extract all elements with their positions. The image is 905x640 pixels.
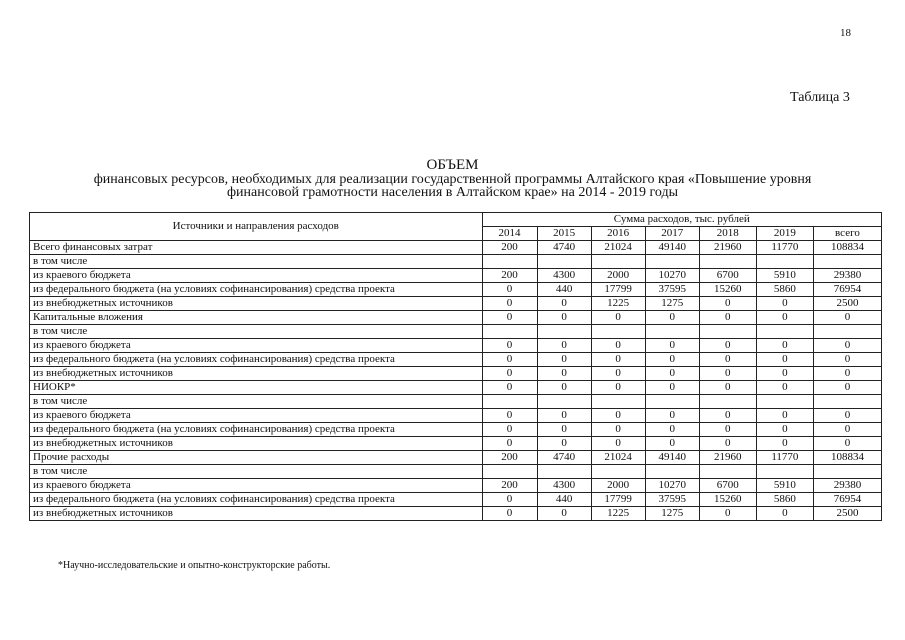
header-row-1 xyxy=(30,213,882,227)
value-cell: 0 xyxy=(537,409,591,423)
value-cell: 200 xyxy=(482,479,537,493)
value-cell: 5910 xyxy=(756,269,813,283)
value-cell: 0 xyxy=(645,437,699,451)
value-cell: 0 xyxy=(813,381,881,395)
value-cell: 0 xyxy=(699,367,756,381)
value-cell: 0 xyxy=(699,423,756,437)
value-cell: 0 xyxy=(813,339,881,353)
value-cell xyxy=(756,395,813,409)
value-cell: 29380 xyxy=(813,269,881,283)
value-cell: 0 xyxy=(591,311,645,325)
row-label: из федерального бюджета (на условиях софинансирования) средства проекта xyxy=(30,283,483,297)
value-cell: 21024 xyxy=(591,241,645,255)
value-cell: 0 xyxy=(756,381,813,395)
value-cell: 0 xyxy=(591,339,645,353)
value-cell xyxy=(813,465,881,479)
row-label: из краевого бюджета xyxy=(30,339,483,353)
value-cell: 0 xyxy=(482,381,537,395)
value-cell: 2000 xyxy=(591,269,645,283)
table-row xyxy=(30,493,882,507)
year-header: 2017 xyxy=(645,227,699,241)
row-label: из внебюджетных источников xyxy=(30,367,483,381)
value-cell xyxy=(482,465,537,479)
value-cell xyxy=(756,325,813,339)
value-cell xyxy=(813,325,881,339)
value-cell: 0 xyxy=(482,493,537,507)
value-cell: 0 xyxy=(699,381,756,395)
row-label: из федерального бюджета (на условиях софинансирования) средства проекта xyxy=(30,423,483,437)
value-cell: 0 xyxy=(813,311,881,325)
value-cell: 76954 xyxy=(813,283,881,297)
source-header: Источники и направления расходов xyxy=(30,213,483,241)
value-cell: 0 xyxy=(813,367,881,381)
table-row xyxy=(30,437,882,451)
value-cell xyxy=(645,255,699,269)
row-label: НИОКР* xyxy=(30,381,483,395)
value-cell xyxy=(813,395,881,409)
value-cell xyxy=(591,465,645,479)
value-cell: 0 xyxy=(537,353,591,367)
financing-table xyxy=(29,212,882,521)
value-cell: 49140 xyxy=(645,241,699,255)
value-cell: 0 xyxy=(591,353,645,367)
value-cell xyxy=(537,465,591,479)
row-label: из краевого бюджета xyxy=(30,409,483,423)
value-cell: 11770 xyxy=(756,451,813,465)
row-label: Прочие расходы xyxy=(30,451,483,465)
value-cell xyxy=(756,255,813,269)
value-cell: 1225 xyxy=(591,507,645,521)
value-cell: 21024 xyxy=(591,451,645,465)
value-cell: 0 xyxy=(645,339,699,353)
row-label: в том числе xyxy=(30,395,483,409)
value-cell: 11770 xyxy=(756,241,813,255)
table-row xyxy=(30,339,882,353)
value-cell: 4300 xyxy=(537,479,591,493)
value-cell: 10270 xyxy=(645,479,699,493)
value-cell: 0 xyxy=(537,311,591,325)
value-cell: 21960 xyxy=(699,451,756,465)
value-cell xyxy=(699,255,756,269)
value-cell: 21960 xyxy=(699,241,756,255)
value-cell: 6700 xyxy=(699,269,756,283)
value-cell: 0 xyxy=(813,423,881,437)
value-cell: 4740 xyxy=(537,451,591,465)
value-cell: 0 xyxy=(645,423,699,437)
table-row xyxy=(30,381,882,395)
value-cell: 200 xyxy=(482,269,537,283)
value-cell: 2000 xyxy=(591,479,645,493)
value-cell: 6700 xyxy=(699,479,756,493)
value-cell: 200 xyxy=(482,241,537,255)
row-label: в том числе xyxy=(30,255,483,269)
row-label: из краевого бюджета xyxy=(30,479,483,493)
value-cell: 0 xyxy=(537,423,591,437)
row-label: из федерального бюджета (на условиях софинансирования) средства проекта xyxy=(30,353,483,367)
value-cell: 0 xyxy=(537,437,591,451)
value-cell: 440 xyxy=(537,493,591,507)
value-cell: 0 xyxy=(645,353,699,367)
value-cell: 4740 xyxy=(537,241,591,255)
value-cell: 10270 xyxy=(645,269,699,283)
table-row xyxy=(30,367,882,381)
table-label: Таблица 3 xyxy=(790,90,850,105)
value-cell: 0 xyxy=(756,507,813,521)
value-cell: 0 xyxy=(537,297,591,311)
value-cell: 0 xyxy=(482,409,537,423)
value-cell xyxy=(699,395,756,409)
value-cell: 2500 xyxy=(813,507,881,521)
table-row xyxy=(30,353,882,367)
value-cell xyxy=(537,255,591,269)
value-cell: 37595 xyxy=(645,493,699,507)
table-row xyxy=(30,423,882,437)
value-cell xyxy=(699,465,756,479)
year-header: 2018 xyxy=(699,227,756,241)
value-cell: 0 xyxy=(699,297,756,311)
table-row xyxy=(30,311,882,325)
document-title xyxy=(40,158,865,199)
table-row xyxy=(30,507,882,521)
value-cell: 0 xyxy=(482,507,537,521)
value-cell: 4300 xyxy=(537,269,591,283)
value-cell: 0 xyxy=(756,339,813,353)
year-header: 2014 xyxy=(482,227,537,241)
value-cell: 37595 xyxy=(645,283,699,297)
row-label: в том числе xyxy=(30,465,483,479)
value-cell: 0 xyxy=(482,367,537,381)
sum-header: Сумма расходов, тыс. рублей xyxy=(482,213,881,227)
value-cell: 15260 xyxy=(699,493,756,507)
value-cell: 0 xyxy=(591,381,645,395)
value-cell: 0 xyxy=(645,367,699,381)
value-cell: 5910 xyxy=(756,479,813,493)
value-cell: 0 xyxy=(756,367,813,381)
value-cell: 1225 xyxy=(591,297,645,311)
value-cell: 15260 xyxy=(699,283,756,297)
value-cell: 0 xyxy=(813,437,881,451)
value-cell: 0 xyxy=(482,311,537,325)
value-cell: 76954 xyxy=(813,493,881,507)
value-cell: 49140 xyxy=(645,451,699,465)
value-cell: 5860 xyxy=(756,493,813,507)
page-number: 18 xyxy=(840,27,851,39)
value-cell: 0 xyxy=(756,311,813,325)
value-cell: 17799 xyxy=(591,493,645,507)
value-cell: 0 xyxy=(537,381,591,395)
year-header: всего xyxy=(813,227,881,241)
value-cell: 1275 xyxy=(645,297,699,311)
value-cell xyxy=(699,325,756,339)
value-cell xyxy=(482,325,537,339)
value-cell: 440 xyxy=(537,283,591,297)
row-label: из внебюджетных источников xyxy=(30,507,483,521)
table-row xyxy=(30,409,882,423)
value-cell: 0 xyxy=(482,423,537,437)
value-cell: 0 xyxy=(699,507,756,521)
value-cell xyxy=(591,255,645,269)
table-row xyxy=(30,241,882,255)
value-cell: 29380 xyxy=(813,479,881,493)
year-header: 2015 xyxy=(537,227,591,241)
value-cell: 0 xyxy=(699,311,756,325)
value-cell xyxy=(482,395,537,409)
value-cell: 0 xyxy=(591,437,645,451)
footnote: *Научно-исследовательские и опытно-конструкторские работы. xyxy=(58,560,331,571)
value-cell xyxy=(813,255,881,269)
year-header: 2016 xyxy=(591,227,645,241)
value-cell: 1275 xyxy=(645,507,699,521)
value-cell: 200 xyxy=(482,451,537,465)
value-cell: 0 xyxy=(482,283,537,297)
value-cell: 0 xyxy=(482,353,537,367)
row-label: из краевого бюджета xyxy=(30,269,483,283)
value-cell xyxy=(537,325,591,339)
value-cell xyxy=(591,325,645,339)
value-cell xyxy=(756,465,813,479)
value-cell: 0 xyxy=(591,423,645,437)
value-cell: 0 xyxy=(645,381,699,395)
table-row xyxy=(30,297,882,311)
value-cell: 0 xyxy=(699,353,756,367)
row-label: из внебюджетных источников xyxy=(30,437,483,451)
value-cell xyxy=(645,325,699,339)
value-cell xyxy=(537,395,591,409)
table-row xyxy=(30,465,882,479)
value-cell: 0 xyxy=(756,423,813,437)
row-label: Капитальные вложения xyxy=(30,311,483,325)
value-cell: 0 xyxy=(699,339,756,353)
table-row xyxy=(30,283,882,297)
title-line-2: финансовой грамотности населения в Алтайском крае» на 2014 - 2019 годы xyxy=(226,185,679,200)
value-cell: 0 xyxy=(756,297,813,311)
row-label: в том числе xyxy=(30,325,483,339)
table-row xyxy=(30,451,882,465)
value-cell: 2500 xyxy=(813,297,881,311)
value-cell xyxy=(645,465,699,479)
value-cell: 0 xyxy=(537,339,591,353)
value-cell: 108834 xyxy=(813,241,881,255)
table-row xyxy=(30,325,882,339)
title-heading: ОБЪЕМ xyxy=(426,157,479,173)
value-cell xyxy=(482,255,537,269)
value-cell: 0 xyxy=(591,367,645,381)
value-cell: 108834 xyxy=(813,451,881,465)
value-cell: 0 xyxy=(482,339,537,353)
year-header: 2019 xyxy=(756,227,813,241)
value-cell: 0 xyxy=(537,367,591,381)
value-cell: 0 xyxy=(756,353,813,367)
value-cell: 0 xyxy=(537,507,591,521)
value-cell: 5860 xyxy=(756,283,813,297)
value-cell xyxy=(645,395,699,409)
value-cell xyxy=(591,395,645,409)
value-cell: 0 xyxy=(482,297,537,311)
value-cell: 0 xyxy=(756,437,813,451)
value-cell: 0 xyxy=(756,409,813,423)
value-cell: 0 xyxy=(645,409,699,423)
table-row xyxy=(30,479,882,493)
title-line-1: финансовых ресурсов, необходимых для реализации государственной программы Алтайского края «Повышение уровня xyxy=(93,172,812,187)
table-row xyxy=(30,269,882,283)
value-cell: 0 xyxy=(699,409,756,423)
row-label: из федерального бюджета (на условиях софинансирования) средства проекта xyxy=(30,493,483,507)
value-cell: 0 xyxy=(813,409,881,423)
value-cell: 0 xyxy=(645,311,699,325)
value-cell: 0 xyxy=(482,437,537,451)
row-label: Всего финансовых затрат xyxy=(30,241,483,255)
value-cell: 0 xyxy=(591,409,645,423)
value-cell: 0 xyxy=(813,353,881,367)
table-row xyxy=(30,395,882,409)
value-cell: 0 xyxy=(699,437,756,451)
table-row xyxy=(30,255,882,269)
value-cell: 17799 xyxy=(591,283,645,297)
row-label: из внебюджетных источников xyxy=(30,297,483,311)
